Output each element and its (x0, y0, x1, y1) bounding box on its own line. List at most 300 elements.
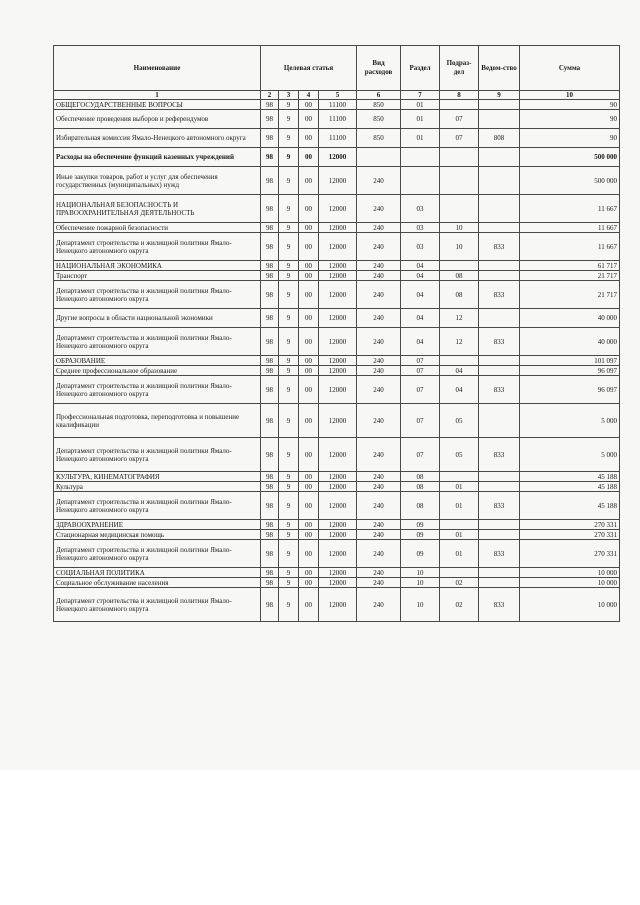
cell-sum: 40 000 (520, 328, 620, 356)
cell-c7: 04 (401, 328, 440, 356)
cell-c5: 11100 (319, 129, 357, 148)
cell-sum: 10 000 (520, 588, 620, 622)
cell-c2: 98 (261, 195, 279, 223)
cell-c4: 00 (299, 492, 319, 520)
colnum-2: 2 (261, 91, 279, 100)
cell-c2: 98 (261, 100, 279, 110)
table-row (54, 540, 620, 568)
cell-c4: 00 (299, 110, 319, 129)
colnum-9: 9 (479, 91, 520, 100)
cell-c5: 12000 (319, 261, 357, 271)
cell-c5: 12000 (319, 588, 357, 622)
cell-c6: 240 (357, 404, 401, 438)
cell-c8: 01 (440, 540, 479, 568)
cell-c8 (440, 148, 479, 167)
cell-c7: 01 (401, 129, 440, 148)
cell-c9: 833 (479, 328, 520, 356)
cell-c5: 12000 (319, 472, 357, 482)
cell-c3: 9 (279, 472, 299, 482)
cell-c6: 240 (357, 438, 401, 472)
cell-c2: 98 (261, 328, 279, 356)
cell-name: Департамент строительства и жилищной политики Ямало-Ненецкого автономного округа (54, 588, 261, 622)
cell-c5: 12000 (319, 328, 357, 356)
cell-c3: 9 (279, 110, 299, 129)
cell-c4: 00 (299, 482, 319, 492)
table-row (54, 438, 620, 472)
cell-c7: 09 (401, 530, 440, 540)
cell-c9: 833 (479, 492, 520, 520)
cell-c8: 08 (440, 271, 479, 281)
cell-name: Департамент строительства и жилищной политики Ямало-Ненецкого автономного округа (54, 328, 261, 356)
cell-sum: 90 (520, 100, 620, 110)
cell-name: Департамент строительства и жилищной политики Ямало-Ненецкого автономного округа (54, 376, 261, 404)
cell-c7: 10 (401, 578, 440, 588)
cell-c7: 01 (401, 110, 440, 129)
cell-c2: 98 (261, 540, 279, 568)
cell-c9 (479, 578, 520, 588)
cell-c8: 12 (440, 328, 479, 356)
cell-c5: 11100 (319, 100, 357, 110)
cell-c8 (440, 568, 479, 578)
colnum-7: 7 (401, 91, 440, 100)
cell-c9 (479, 100, 520, 110)
cell-c2: 98 (261, 530, 279, 540)
table-row (54, 309, 620, 328)
cell-c4: 00 (299, 366, 319, 376)
cell-name: Департамент строительства и жилищной политики Ямало-Ненецкого автономного округа (54, 540, 261, 568)
cell-c9: 808 (479, 129, 520, 148)
cell-c2: 98 (261, 148, 279, 167)
cell-c4: 00 (299, 530, 319, 540)
table-row (54, 568, 620, 578)
table-row (54, 195, 620, 223)
table-row (54, 261, 620, 271)
cell-sum: 96 097 (520, 366, 620, 376)
colnum-4: 4 (299, 91, 319, 100)
cell-c4: 00 (299, 148, 319, 167)
cell-name: Расходы на обеспечение функций казенных учреждений (54, 148, 261, 167)
cell-c6: 240 (357, 309, 401, 328)
table-row (54, 404, 620, 438)
header-row (54, 46, 620, 91)
cell-c4: 00 (299, 129, 319, 148)
cell-c8: 07 (440, 110, 479, 129)
cell-c9: 833 (479, 438, 520, 472)
table-row (54, 110, 620, 129)
cell-c3: 9 (279, 530, 299, 540)
cell-c3: 9 (279, 195, 299, 223)
cell-c4: 00 (299, 356, 319, 366)
cell-c7: 07 (401, 366, 440, 376)
cell-c9 (479, 261, 520, 271)
cell-c5: 12000 (319, 520, 357, 530)
cell-c3: 9 (279, 261, 299, 271)
table-row (54, 167, 620, 195)
column-number-row (54, 91, 620, 100)
cell-name: Среднее профессиональное образование (54, 366, 261, 376)
cell-sum: 90 (520, 129, 620, 148)
cell-c7: 04 (401, 309, 440, 328)
cell-c2: 98 (261, 438, 279, 472)
cell-c7: 08 (401, 482, 440, 492)
cell-c3: 9 (279, 568, 299, 578)
cell-c3: 9 (279, 356, 299, 366)
cell-c5: 12000 (319, 438, 357, 472)
cell-c8: 02 (440, 578, 479, 588)
cell-c7: 10 (401, 588, 440, 622)
cell-c7: 03 (401, 223, 440, 233)
cell-name: Транспорт (54, 271, 261, 281)
cell-c8: 08 (440, 281, 479, 309)
cell-c9 (479, 404, 520, 438)
cell-c8: 10 (440, 233, 479, 261)
cell-c2: 98 (261, 261, 279, 271)
cell-c9 (479, 520, 520, 530)
cell-c3: 9 (279, 167, 299, 195)
cell-c6: 240 (357, 281, 401, 309)
cell-c9: 833 (479, 376, 520, 404)
cell-c9: 833 (479, 281, 520, 309)
cell-c6: 240 (357, 328, 401, 356)
cell-c2: 98 (261, 223, 279, 233)
cell-name: Избирательная комиссия Ямало-Ненецкого автономного округа (54, 129, 261, 148)
cell-c9 (479, 271, 520, 281)
cell-c7: 03 (401, 233, 440, 261)
table-row (54, 472, 620, 482)
cell-c4: 00 (299, 438, 319, 472)
cell-sum: 10 000 (520, 568, 620, 578)
cell-name: НАЦИОНАЛЬНАЯ ЭКОНОМИКА (54, 261, 261, 271)
cell-c6: 240 (357, 482, 401, 492)
cell-name: Департамент строительства и жилищной политики Ямало-Ненецкого автономного округа (54, 492, 261, 520)
cell-c4: 00 (299, 261, 319, 271)
cell-c3: 9 (279, 129, 299, 148)
header-summa: Сумма (520, 46, 620, 91)
cell-sum: 96 097 (520, 376, 620, 404)
cell-c3: 9 (279, 376, 299, 404)
colnum-10: 10 (520, 91, 620, 100)
table-row (54, 100, 620, 110)
cell-sum: 101 097 (520, 356, 620, 366)
cell-sum: 5 000 (520, 438, 620, 472)
cell-c2: 98 (261, 271, 279, 281)
cell-sum: 45 188 (520, 482, 620, 492)
cell-c3: 9 (279, 438, 299, 472)
cell-c7: 04 (401, 281, 440, 309)
colnum-8: 8 (440, 91, 479, 100)
table-row (54, 530, 620, 540)
cell-c7: 04 (401, 271, 440, 281)
cell-c2: 98 (261, 129, 279, 148)
cell-c8 (440, 520, 479, 530)
cell-c4: 00 (299, 404, 319, 438)
table-row (54, 328, 620, 356)
cell-sum: 270 331 (520, 540, 620, 568)
cell-c5: 12000 (319, 233, 357, 261)
cell-c9 (479, 195, 520, 223)
cell-c5: 12000 (319, 223, 357, 233)
table-row (54, 376, 620, 404)
cell-c5: 12000 (319, 482, 357, 492)
colnum-1: 1 (54, 91, 261, 100)
cell-c3: 9 (279, 328, 299, 356)
cell-c8: 02 (440, 588, 479, 622)
cell-c3: 9 (279, 482, 299, 492)
cell-name: ОБРАЗОВАНИЕ (54, 356, 261, 366)
cell-sum: 45 188 (520, 492, 620, 520)
cell-c6: 240 (357, 376, 401, 404)
cell-c7: 08 (401, 492, 440, 520)
cell-c2: 98 (261, 366, 279, 376)
cell-c3: 9 (279, 100, 299, 110)
cell-c6 (357, 148, 401, 167)
cell-c6: 850 (357, 100, 401, 110)
table-row (54, 578, 620, 588)
cell-c5: 12000 (319, 540, 357, 568)
cell-c2: 98 (261, 281, 279, 309)
cell-c8: 05 (440, 404, 479, 438)
cell-c6: 240 (357, 366, 401, 376)
header-vid: Вид расходов (357, 46, 401, 91)
cell-c8 (440, 472, 479, 482)
header-name: Наименование (54, 46, 261, 91)
cell-c2: 98 (261, 482, 279, 492)
cell-c5: 12000 (319, 309, 357, 328)
cell-sum: 61 717 (520, 261, 620, 271)
cell-c4: 00 (299, 520, 319, 530)
budget-table (53, 45, 620, 622)
colnum-3: 3 (279, 91, 299, 100)
cell-name: Иные закупки товаров, работ и услуг для обеспечения государственных (муниципальных) нужд (54, 167, 261, 195)
header-razdel: Раздел (401, 46, 440, 91)
cell-c7: 09 (401, 520, 440, 530)
cell-c3: 9 (279, 540, 299, 568)
cell-c8: 07 (440, 129, 479, 148)
table-row (54, 520, 620, 530)
table-row (54, 366, 620, 376)
cell-c7 (401, 148, 440, 167)
cell-name: Социальное обслуживание населения (54, 578, 261, 588)
cell-c3: 9 (279, 281, 299, 309)
cell-c2: 98 (261, 110, 279, 129)
cell-c2: 98 (261, 356, 279, 366)
cell-sum: 5 000 (520, 404, 620, 438)
cell-c7: 10 (401, 568, 440, 578)
cell-c4: 00 (299, 281, 319, 309)
table-row (54, 482, 620, 492)
cell-c7: 07 (401, 356, 440, 366)
cell-c2: 98 (261, 233, 279, 261)
cell-c5: 11100 (319, 110, 357, 129)
cell-c5: 12000 (319, 195, 357, 223)
cell-c9 (479, 530, 520, 540)
cell-c3: 9 (279, 223, 299, 233)
table-row (54, 356, 620, 366)
table-row (54, 148, 620, 167)
cell-c5: 12000 (319, 530, 357, 540)
cell-name: НАЦИОНАЛЬНАЯ БЕЗОПАСНОСТЬ И ПРАВООХРАНИТЕЛЬНАЯ ДЕЯТЕЛЬНОСТЬ (54, 195, 261, 223)
cell-c2: 98 (261, 167, 279, 195)
cell-c7: 03 (401, 195, 440, 223)
cell-c8: 04 (440, 376, 479, 404)
colnum-5: 5 (319, 91, 357, 100)
cell-c8 (440, 167, 479, 195)
cell-c4: 00 (299, 328, 319, 356)
cell-c4: 00 (299, 472, 319, 482)
cell-c3: 9 (279, 148, 299, 167)
cell-c7: 08 (401, 472, 440, 482)
cell-c9 (479, 110, 520, 129)
cell-c9: 833 (479, 540, 520, 568)
cell-c2: 98 (261, 568, 279, 578)
table-row (54, 281, 620, 309)
cell-c6: 240 (357, 588, 401, 622)
cell-c2: 98 (261, 376, 279, 404)
cell-sum: 40 000 (520, 309, 620, 328)
cell-sum: 11 667 (520, 223, 620, 233)
cell-c8: 10 (440, 223, 479, 233)
cell-c8 (440, 261, 479, 271)
cell-c3: 9 (279, 309, 299, 328)
cell-c6: 850 (357, 110, 401, 129)
cell-sum: 270 331 (520, 530, 620, 540)
cell-c5: 12000 (319, 376, 357, 404)
cell-c5: 12000 (319, 404, 357, 438)
cell-c3: 9 (279, 578, 299, 588)
cell-c3: 9 (279, 366, 299, 376)
cell-c9 (479, 167, 520, 195)
cell-c4: 00 (299, 376, 319, 404)
cell-c2: 98 (261, 588, 279, 622)
cell-c6: 240 (357, 271, 401, 281)
cell-c2: 98 (261, 578, 279, 588)
cell-c9 (479, 568, 520, 578)
cell-name: Департамент строительства и жилищной политики Ямало-Ненецкого автономного округа (54, 233, 261, 261)
cell-c8: 12 (440, 309, 479, 328)
cell-c9: 833 (479, 233, 520, 261)
cell-c6: 240 (357, 540, 401, 568)
cell-c4: 00 (299, 588, 319, 622)
cell-name: ОБЩЕГОСУДАРСТВЕННЫЕ ВОПРОСЫ (54, 100, 261, 110)
header-target: Целевая статья (261, 46, 357, 91)
cell-sum: 11 667 (520, 195, 620, 223)
cell-name: Департамент строительства и жилищной политики Ямало-Ненецкого автономного округа (54, 438, 261, 472)
cell-c8: 05 (440, 438, 479, 472)
cell-c9 (479, 366, 520, 376)
cell-c3: 9 (279, 271, 299, 281)
cell-c6: 240 (357, 195, 401, 223)
cell-c8 (440, 100, 479, 110)
cell-c2: 98 (261, 309, 279, 328)
table-row (54, 588, 620, 622)
cell-sum: 500 000 (520, 148, 620, 167)
table-row (54, 233, 620, 261)
cell-c7: 07 (401, 404, 440, 438)
cell-c8: 04 (440, 366, 479, 376)
cell-c2: 98 (261, 404, 279, 438)
cell-sum: 21 717 (520, 271, 620, 281)
cell-c3: 9 (279, 404, 299, 438)
cell-name: Обеспечение проведения выборов и референдумов (54, 110, 261, 129)
table-body (54, 100, 620, 622)
cell-c6: 240 (357, 530, 401, 540)
cell-c4: 00 (299, 271, 319, 281)
cell-c4: 00 (299, 578, 319, 588)
cell-c6: 240 (357, 568, 401, 578)
cell-name: СОЦИАЛЬНАЯ ПОЛИТИКА (54, 568, 261, 578)
table-row (54, 129, 620, 148)
cell-c4: 00 (299, 540, 319, 568)
table-row (54, 492, 620, 520)
cell-c5: 12000 (319, 366, 357, 376)
cell-c4: 00 (299, 167, 319, 195)
cell-c6: 240 (357, 492, 401, 520)
cell-c8 (440, 195, 479, 223)
cell-name: Обеспечение пожарной безопасности (54, 223, 261, 233)
cell-name: Департамент строительства и жилищной политики Ямало-Ненецкого автономного округа (54, 281, 261, 309)
cell-c6: 240 (357, 578, 401, 588)
cell-c4: 00 (299, 568, 319, 578)
cell-c5: 12000 (319, 148, 357, 167)
cell-sum: 11 667 (520, 233, 620, 261)
cell-c7: 01 (401, 100, 440, 110)
cell-c5: 12000 (319, 568, 357, 578)
cell-c8: 01 (440, 530, 479, 540)
cell-c2: 98 (261, 492, 279, 520)
cell-c9 (479, 482, 520, 492)
cell-sum: 270 331 (520, 520, 620, 530)
cell-c5: 12000 (319, 356, 357, 366)
cell-c6: 240 (357, 472, 401, 482)
colnum-6: 6 (357, 91, 401, 100)
cell-c9: 833 (479, 588, 520, 622)
cell-sum: 10 000 (520, 578, 620, 588)
cell-c8 (440, 356, 479, 366)
cell-c6: 240 (357, 233, 401, 261)
cell-c5: 12000 (319, 492, 357, 520)
cell-c9 (479, 472, 520, 482)
cell-sum: 21 717 (520, 281, 620, 309)
cell-c8: 01 (440, 482, 479, 492)
cell-c9 (479, 148, 520, 167)
header-vedomstvo: Ведом-ство (479, 46, 520, 91)
cell-c6: 240 (357, 356, 401, 366)
cell-c5: 12000 (319, 271, 357, 281)
cell-c3: 9 (279, 588, 299, 622)
cell-name: Профессиональная подготовка, переподготовка и повышение квалификации (54, 404, 261, 438)
cell-c4: 00 (299, 309, 319, 328)
cell-c9 (479, 356, 520, 366)
cell-c5: 12000 (319, 167, 357, 195)
table-row (54, 271, 620, 281)
cell-name: Культура (54, 482, 261, 492)
cell-c7: 09 (401, 540, 440, 568)
cell-sum: 45 188 (520, 472, 620, 482)
cell-c5: 12000 (319, 281, 357, 309)
cell-c3: 9 (279, 233, 299, 261)
cell-c6: 240 (357, 167, 401, 195)
cell-c7 (401, 167, 440, 195)
cell-c3: 9 (279, 520, 299, 530)
cell-c4: 00 (299, 195, 319, 223)
cell-name: Стационарная медицинская помощь (54, 530, 261, 540)
cell-c7: 04 (401, 261, 440, 271)
cell-c6: 240 (357, 261, 401, 271)
table-row (54, 223, 620, 233)
cell-c9 (479, 223, 520, 233)
cell-name: ЗДРАВООХРАНЕНИЕ (54, 520, 261, 530)
cell-c5: 12000 (319, 578, 357, 588)
